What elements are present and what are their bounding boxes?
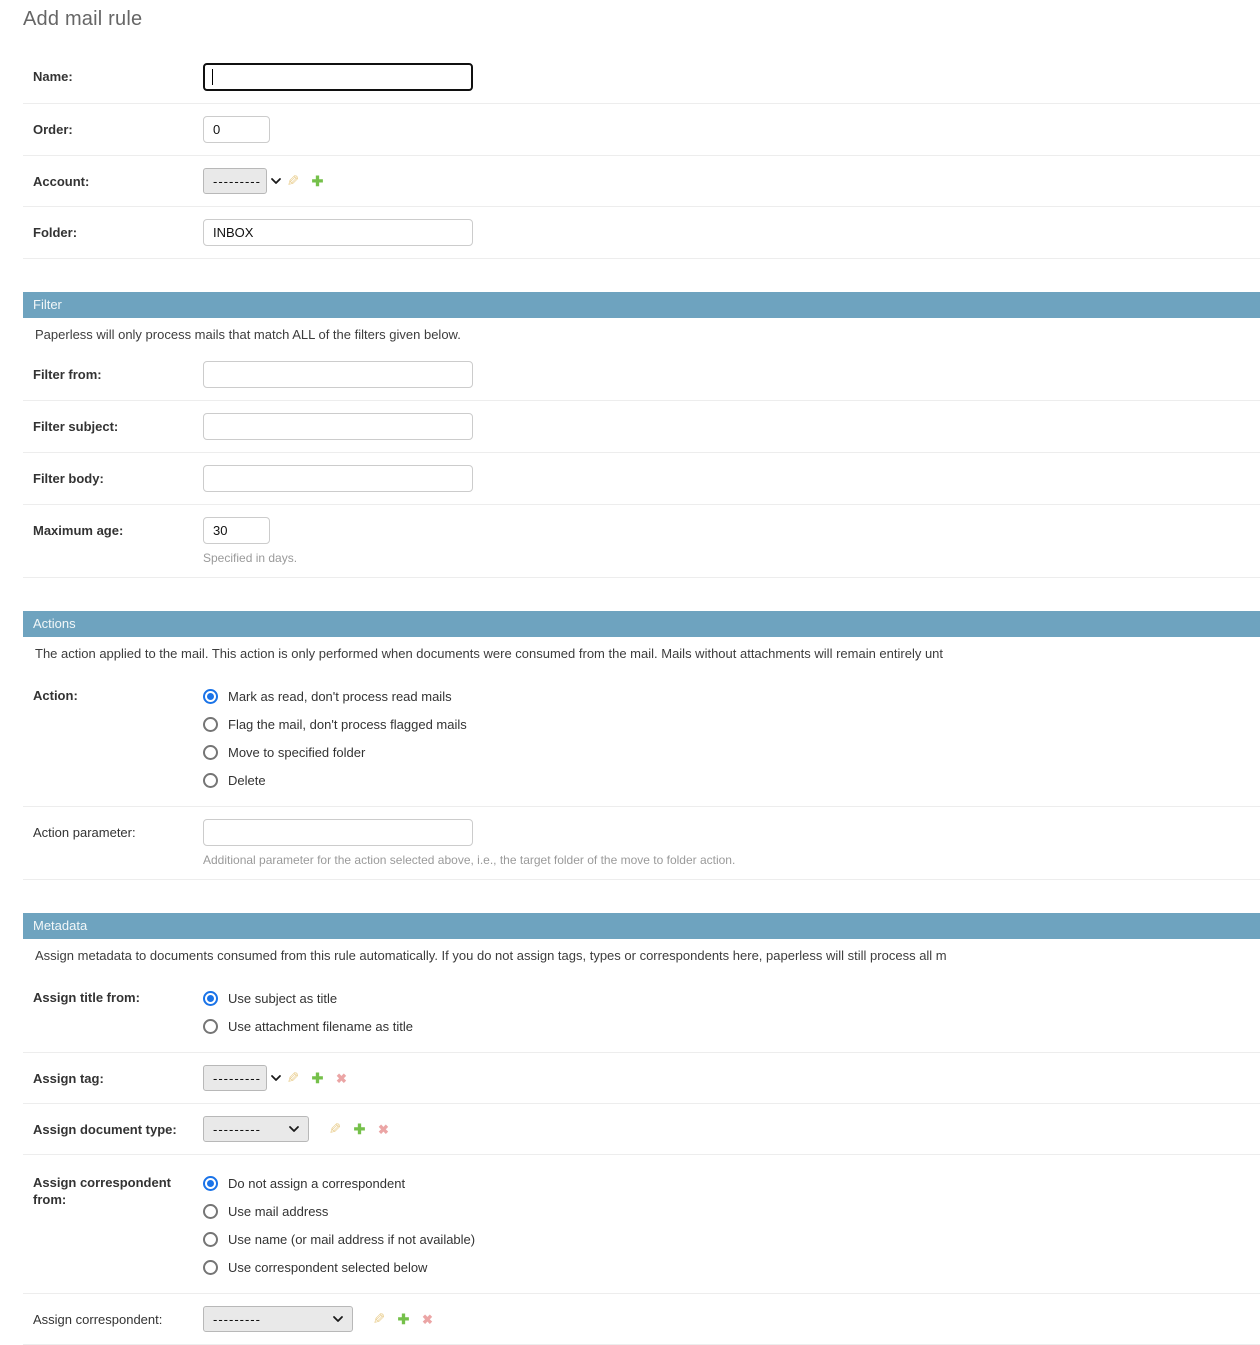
assign-document-type-select[interactable] <box>203 1116 309 1142</box>
filter-section-description: Paperless will only process mails that match ALL of the filters given below. <box>35 327 461 342</box>
name-label: Name: <box>33 69 73 84</box>
filter-section <box>23 292 1260 578</box>
filter-body-row <box>23 453 1260 505</box>
radio-option-label: Use correspondent selected below <box>228 1259 428 1275</box>
add-icon[interactable]: ✚ <box>311 1070 324 1087</box>
radio-option-label: Use mail address <box>228 1203 329 1219</box>
maximum-age-help: Specified in days. <box>203 551 298 565</box>
assign-correspondent-select-value: --------- <box>213 1311 261 1327</box>
maximum-age-input[interactable] <box>203 517 270 544</box>
assign-correspondent-label: Assign correspondent: <box>33 1312 163 1327</box>
edit-icon[interactable]: ✎ <box>287 1069 300 1087</box>
order-row <box>23 104 1260 156</box>
add-icon[interactable]: ✚ <box>397 1311 410 1328</box>
assign-title-from-label: Assign title from: <box>33 990 140 1005</box>
filter-subject-input[interactable] <box>203 413 473 440</box>
radio-button[interactable] <box>203 773 218 788</box>
radio-button[interactable] <box>203 1176 218 1191</box>
account-row <box>23 156 1260 207</box>
radio-button[interactable] <box>203 1019 218 1034</box>
filter-body-label: Filter body: <box>33 471 104 486</box>
radio-option-use-mail-address[interactable] <box>203 1197 1260 1225</box>
chevron-down-icon <box>271 178 281 184</box>
name-row <box>23 51 1260 104</box>
assign-tag-select[interactable] <box>203 1065 267 1091</box>
chevron-down-icon <box>333 1316 343 1322</box>
assign-title-from-radio-group <box>203 982 1260 1040</box>
folder-label: Folder: <box>33 225 78 240</box>
account-select[interactable] <box>203 168 267 194</box>
radio-button[interactable] <box>203 1232 218 1247</box>
delete-icon[interactable]: ✖ <box>422 1311 433 1327</box>
text-caret <box>212 69 213 85</box>
radio-option-label: Do not assign a correspondent <box>228 1175 406 1191</box>
actions-section <box>23 611 1260 880</box>
radio-option-use-name[interactable] <box>203 1225 1260 1253</box>
radio-button[interactable] <box>203 689 218 704</box>
assign-correspondent-row <box>23 1294 1260 1345</box>
delete-icon[interactable]: ✖ <box>336 1070 347 1086</box>
radio-option-label: Mark as read, don't process read mails <box>228 688 452 704</box>
edit-icon[interactable]: ✎ <box>373 1310 386 1328</box>
radio-option-label: Flag the mail, don't process flagged mails <box>228 716 467 732</box>
action-row <box>23 668 1260 807</box>
order-label: Order: <box>33 122 73 137</box>
delete-icon[interactable]: ✖ <box>378 1121 389 1137</box>
name-input-wrap <box>203 63 473 91</box>
metadata-section <box>23 913 1260 1345</box>
action-parameter-input[interactable] <box>203 819 473 846</box>
metadata-section-description: Assign metadata to documents consumed from this rule automatically. If you do not assign tags, types or correspondents here, paperless will still process all m <box>35 948 947 963</box>
account-label: Account: <box>33 174 90 189</box>
radio-option-label: Use attachment filename as title <box>228 1018 413 1034</box>
action-parameter-help: Additional parameter for the action selected above, i.e., the target folder of the move to folder action. <box>203 853 736 867</box>
assign-tag-label: Assign tag: <box>33 1071 104 1086</box>
filter-from-input[interactable] <box>203 361 473 388</box>
radio-option-no-correspondent[interactable] <box>203 1169 1260 1197</box>
filter-subject-label: Filter subject: <box>33 419 119 434</box>
radio-option-subject-as-title[interactable] <box>203 984 1260 1012</box>
edit-icon[interactable]: ✎ <box>329 1120 342 1138</box>
radio-button[interactable] <box>203 717 218 732</box>
actions-section-description: The action applied to the mail. This action is only performed when documents were consumed from the mail. Mails without attachments will remain entirely unt <box>35 646 944 661</box>
chevron-down-icon <box>289 1126 299 1132</box>
filter-subject-row <box>23 401 1260 453</box>
actions-section-header: Actions <box>23 611 1260 637</box>
radio-button[interactable] <box>203 745 218 760</box>
assign-document-type-row <box>23 1104 1260 1155</box>
account-select-value: --------- <box>213 173 261 189</box>
filter-from-label: Filter from: <box>33 367 102 382</box>
assign-title-from-row <box>23 970 1260 1053</box>
order-input[interactable] <box>203 116 270 143</box>
chevron-down-icon <box>271 1075 281 1081</box>
metadata-section-header: Metadata <box>23 913 1260 939</box>
maximum-age-label: Maximum age: <box>33 523 124 538</box>
folder-input[interactable] <box>203 219 473 246</box>
action-parameter-row <box>23 807 1260 880</box>
action-radio-group <box>203 680 1260 794</box>
radio-option-label: Delete <box>228 772 266 788</box>
name-input[interactable] <box>203 63 473 91</box>
radio-option-attachment-filename[interactable] <box>203 1012 1260 1040</box>
assign-correspondent-select[interactable] <box>203 1306 353 1332</box>
radio-option-correspondent-below[interactable] <box>203 1253 1260 1281</box>
folder-row <box>23 207 1260 259</box>
radio-option-flag-mail[interactable] <box>203 710 1260 738</box>
assign-document-type-label: Assign document type: <box>33 1122 177 1137</box>
add-icon[interactable]: ✚ <box>353 1121 366 1138</box>
assign-document-type-select-value: --------- <box>213 1121 261 1137</box>
radio-option-mark-as-read[interactable] <box>203 682 1260 710</box>
radio-option-move-folder[interactable] <box>203 738 1260 766</box>
assign-tag-select-value: --------- <box>213 1070 261 1086</box>
radio-option-delete[interactable] <box>203 766 1260 794</box>
radio-option-label: Move to specified folder <box>228 744 366 760</box>
page-title: Add mail rule <box>23 8 143 30</box>
radio-option-label: Use name (or mail address if not available) <box>228 1231 476 1247</box>
edit-icon[interactable]: ✎ <box>287 172 300 190</box>
filter-from-row <box>23 349 1260 401</box>
radio-button[interactable] <box>203 991 218 1006</box>
assign-correspondent-from-row <box>23 1155 1260 1294</box>
filter-section-header: Filter <box>23 292 1260 318</box>
radio-button[interactable] <box>203 1204 218 1219</box>
action-label: Action: <box>33 688 78 703</box>
radio-option-label: Use subject as title <box>228 990 338 1006</box>
assign-tag-row <box>23 1053 1260 1104</box>
radio-button[interactable] <box>203 1260 218 1275</box>
assign-correspondent-from-radio-group <box>203 1167 1260 1281</box>
filter-body-input[interactable] <box>203 465 473 492</box>
assign-correspondent-from-label: Assign correspondent from: <box>33 1175 171 1207</box>
add-icon[interactable]: ✚ <box>311 173 324 190</box>
action-parameter-label: Action parameter: <box>33 825 136 840</box>
maximum-age-row <box>23 505 1260 578</box>
